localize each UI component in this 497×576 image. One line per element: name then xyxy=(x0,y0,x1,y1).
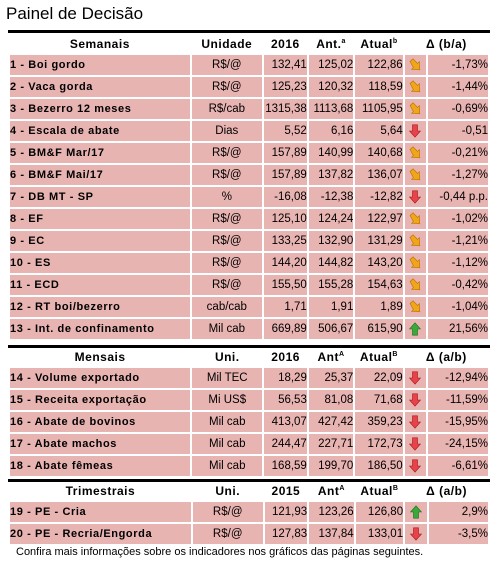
table-row xyxy=(10,187,488,207)
previous-value: 144,82 xyxy=(309,253,354,273)
indicator-name: 7 - DB MT - SP xyxy=(10,187,190,207)
table-row xyxy=(10,275,488,295)
delta-header: Δ (a/b) xyxy=(405,482,488,500)
current-sup: B xyxy=(392,485,399,492)
indicator-name: 20 - PE - Recria/Engorda xyxy=(10,524,191,544)
year-value: 125,23 xyxy=(264,77,307,97)
current-value: 122,97 xyxy=(355,209,402,229)
year-value: 5,52 xyxy=(264,121,307,141)
table-row xyxy=(10,297,488,317)
delta-value: 21,56% xyxy=(428,319,488,339)
arrow-down-icon xyxy=(405,390,426,410)
delta-value: -1,02% xyxy=(428,209,488,229)
current-value: 133,01 xyxy=(356,524,403,544)
section-title: Mensais xyxy=(10,348,190,366)
delta-value: -15,95% xyxy=(428,412,488,432)
year-value: 56,53 xyxy=(264,390,307,410)
unit-header: Uni. xyxy=(192,348,262,366)
current-value: 5,64 xyxy=(355,121,402,141)
current-value: 186,50 xyxy=(355,456,402,476)
delta-value: -1,44% xyxy=(428,77,488,97)
current-value: 154,63 xyxy=(355,275,402,295)
previous-value: 155,28 xyxy=(309,275,354,295)
table-row xyxy=(10,165,488,185)
delta-header: Δ (b/a) xyxy=(405,35,488,53)
table-row xyxy=(10,143,488,163)
year-value: 133,25 xyxy=(264,231,307,251)
unit-cell: R$/@ xyxy=(192,275,262,295)
year-value: 144,20 xyxy=(264,253,307,273)
arrow-up-icon xyxy=(405,319,426,339)
unit-cell: R$/@ xyxy=(192,165,262,185)
delta-value: -0,51 xyxy=(428,121,488,141)
indicator-name: 14 - Volume exportado xyxy=(10,368,190,388)
year-value: 127,83 xyxy=(265,524,308,544)
previous-value: 124,24 xyxy=(309,209,354,229)
indicator-name: 9 - EC xyxy=(10,231,190,251)
previous-sup: a xyxy=(341,38,346,45)
year-value: 168,59 xyxy=(264,456,307,476)
current-value: 172,73 xyxy=(355,434,402,454)
unit-cell: R$/@ xyxy=(192,55,262,75)
year-value: 1315,38 xyxy=(264,99,307,119)
indicator-name: 5 - BM&F Mar/17 xyxy=(10,143,190,163)
current-value: 140,68 xyxy=(355,143,402,163)
year-value: 18,29 xyxy=(264,368,307,388)
table-row xyxy=(10,209,488,229)
section-header xyxy=(10,482,488,500)
unit-cell: R$/@ xyxy=(192,253,262,273)
year-value: 413,07 xyxy=(264,412,307,432)
current-header: Atual$^B$ xyxy=(356,482,403,500)
previous-value: 199,70 xyxy=(309,456,353,476)
table-row xyxy=(10,434,488,454)
previous-value: -12,38 xyxy=(309,187,354,207)
arrow-down-right-icon xyxy=(405,275,426,295)
indicator-name: 10 - ES xyxy=(10,253,190,273)
table-row xyxy=(10,368,488,388)
current-value: 615,90 xyxy=(355,319,402,339)
current-value: 118,59 xyxy=(355,77,402,97)
indicator-name: 12 - RT boi/bezerro xyxy=(10,297,190,317)
year-value: 669,89 xyxy=(264,319,307,339)
current-value: 136,07 xyxy=(355,165,402,185)
previous-value: 125,02 xyxy=(309,55,354,75)
current-header: Atual$^b$ xyxy=(355,35,402,53)
section-title: Trimestrais xyxy=(10,482,191,500)
delta-value: -0,42% xyxy=(428,275,488,295)
unit-cell: Mil cab xyxy=(192,434,262,454)
unit-header: Unidade xyxy=(192,35,262,53)
table-row xyxy=(10,319,488,339)
unit-cell: R$/@ xyxy=(193,502,263,522)
footer-note: Confira mais informações sobre os indicadores nos gráficos das páginas seguintes. xyxy=(16,546,424,558)
delta-header: Δ (a/b) xyxy=(405,348,488,366)
table-row xyxy=(10,412,488,432)
arrow-down-icon xyxy=(405,434,426,454)
year-value: -16,08 xyxy=(264,187,307,207)
delta-value: -1,27% xyxy=(428,165,488,185)
arrow-down-right-icon xyxy=(405,165,426,185)
previous-header: Ant.$^a$ xyxy=(309,35,354,53)
unit-cell: Mil cab xyxy=(192,412,262,432)
previous-sup: A xyxy=(339,351,345,358)
arrow-down-right-icon xyxy=(405,77,426,97)
current-value: 71,68 xyxy=(355,390,402,410)
year-header: 2016 xyxy=(264,348,307,366)
previous-value: 137,84 xyxy=(309,524,353,544)
previous-header: Ant$^A$ xyxy=(309,348,353,366)
current-value: 1105,95 xyxy=(355,99,402,119)
arrow-down-icon xyxy=(405,412,426,432)
unit-cell: Mil cab xyxy=(192,319,262,339)
indicator-name: 15 - Receita exportação xyxy=(10,390,190,410)
unit-cell: % xyxy=(192,187,262,207)
previous-value: 6,16 xyxy=(309,121,354,141)
table-row xyxy=(10,253,488,273)
arrow-down-right-icon xyxy=(405,209,426,229)
previous-value: 132,90 xyxy=(309,231,354,251)
unit-cell: Mil TEC xyxy=(192,368,262,388)
previous-value: 137,82 xyxy=(309,165,354,185)
indicator-name: 4 - Escala de abate xyxy=(10,121,190,141)
current-value: 359,23 xyxy=(355,412,402,432)
previous-value: 120,32 xyxy=(309,77,354,97)
indicator-name: 11 - ECD xyxy=(10,275,190,295)
year-value: 132,41 xyxy=(264,55,307,75)
delta-value: -6,61% xyxy=(428,456,488,476)
table-row xyxy=(10,121,488,141)
delta-value: -11,59% xyxy=(428,390,488,410)
table-row xyxy=(10,99,488,119)
previous-value: 81,08 xyxy=(309,390,353,410)
unit-cell: cab/cab xyxy=(192,297,262,317)
previous-value: 140,99 xyxy=(309,143,354,163)
arrow-down-icon xyxy=(405,187,426,207)
current-value: 143,20 xyxy=(355,253,402,273)
table-row xyxy=(10,524,488,544)
arrow-down-right-icon xyxy=(405,55,426,75)
current-value: 131,29 xyxy=(355,231,402,251)
arrow-down-right-icon xyxy=(405,143,426,163)
delta-value: -0,21% xyxy=(428,143,488,163)
unit-cell: R$/@ xyxy=(192,143,262,163)
arrow-down-icon xyxy=(405,121,426,141)
year-value: 121,93 xyxy=(265,502,308,522)
weekly-table xyxy=(8,33,490,341)
table-row xyxy=(10,77,488,97)
delta-value: -1,12% xyxy=(428,253,488,273)
arrow-down-right-icon xyxy=(405,231,426,251)
current-sup: b xyxy=(392,38,398,45)
previous-value: 1113,68 xyxy=(309,99,354,119)
unit-cell: R$/cab xyxy=(192,99,262,119)
unit-cell: Mil cab xyxy=(192,456,262,476)
indicator-name: 18 - Abate fêmeas xyxy=(10,456,190,476)
previous-value: 25,37 xyxy=(309,368,353,388)
section-header xyxy=(10,35,488,53)
arrow-down-right-icon xyxy=(405,99,426,119)
year-value: 157,89 xyxy=(264,165,307,185)
previous-value: 506,67 xyxy=(309,319,354,339)
table-row xyxy=(10,502,488,522)
section-header xyxy=(10,348,488,366)
arrow-up-icon xyxy=(405,502,426,522)
year-value: 155,50 xyxy=(264,275,307,295)
arrow-down-right-icon xyxy=(405,297,426,317)
indicator-name: 3 - Bezerro 12 meses xyxy=(10,99,190,119)
indicator-name: 6 - BM&F Mai/17 xyxy=(10,165,190,185)
current-value: 126,80 xyxy=(356,502,403,522)
table-row xyxy=(10,390,488,410)
table-row xyxy=(10,231,488,251)
unit-cell: R$/@ xyxy=(192,77,262,97)
delta-value: 2,9% xyxy=(429,502,488,522)
delta-value: -0,69% xyxy=(428,99,488,119)
delta-value: -1,21% xyxy=(428,231,488,251)
indicator-name: 8 - EF xyxy=(10,209,190,229)
indicator-name: 1 - Boi gordo xyxy=(10,55,190,75)
unit-cell: R$/@ xyxy=(192,209,262,229)
unit-cell: R$/@ xyxy=(192,231,262,251)
unit-cell: R$/@ xyxy=(193,524,263,544)
year-header: 2016 xyxy=(264,35,307,53)
page-title: Painel de Decisão xyxy=(6,4,144,23)
unit-cell: Dias xyxy=(192,121,262,141)
year-value: 1,71 xyxy=(264,297,307,317)
current-value: 1,89 xyxy=(355,297,402,317)
unit-header: Uni. xyxy=(193,482,263,500)
year-value: 125,10 xyxy=(264,209,307,229)
quarterly-table xyxy=(8,480,490,546)
current-sup: B xyxy=(392,351,398,358)
previous-value: 123,26 xyxy=(309,502,353,522)
delta-value: -3,5% xyxy=(429,524,488,544)
year-value: 244,47 xyxy=(264,434,307,454)
table-row xyxy=(10,55,488,75)
indicator-name: 2 - Vaca gorda xyxy=(10,77,190,97)
indicator-name: 19 - PE - Cria xyxy=(10,502,191,522)
unit-cell: Mi US$ xyxy=(192,390,262,410)
delta-value: -12,94% xyxy=(428,368,488,388)
arrow-down-right-icon xyxy=(405,253,426,273)
arrow-down-icon xyxy=(405,456,426,476)
previous-header: Ant$^A$ xyxy=(309,482,353,500)
monthly-table xyxy=(8,346,490,478)
previous-value: 227,71 xyxy=(309,434,353,454)
current-value: -12,82 xyxy=(355,187,402,207)
current-header: Atual$^B$ xyxy=(355,348,402,366)
delta-value: -1,04% xyxy=(428,297,488,317)
arrow-down-icon xyxy=(405,368,426,388)
indicator-name: 16 - Abate de bovinos xyxy=(10,412,190,432)
indicator-name: 13 - Int. de confinamento xyxy=(10,319,190,339)
previous-value: 1,91 xyxy=(309,297,354,317)
previous-value: 427,42 xyxy=(309,412,353,432)
current-value: 122,86 xyxy=(355,55,402,75)
table-row xyxy=(10,456,488,476)
delta-value: -1,73% xyxy=(428,55,488,75)
year-value: 157,89 xyxy=(264,143,307,163)
delta-value: -24,15% xyxy=(428,434,488,454)
previous-sup: A xyxy=(339,485,345,492)
current-value: 22,09 xyxy=(355,368,402,388)
section-title: Semanais xyxy=(10,35,190,53)
delta-value: -0,44 p.p. xyxy=(428,187,488,207)
arrow-down-icon xyxy=(405,524,426,544)
year-header: 2015 xyxy=(265,482,308,500)
indicator-name: 17 - Abate machos xyxy=(10,434,190,454)
